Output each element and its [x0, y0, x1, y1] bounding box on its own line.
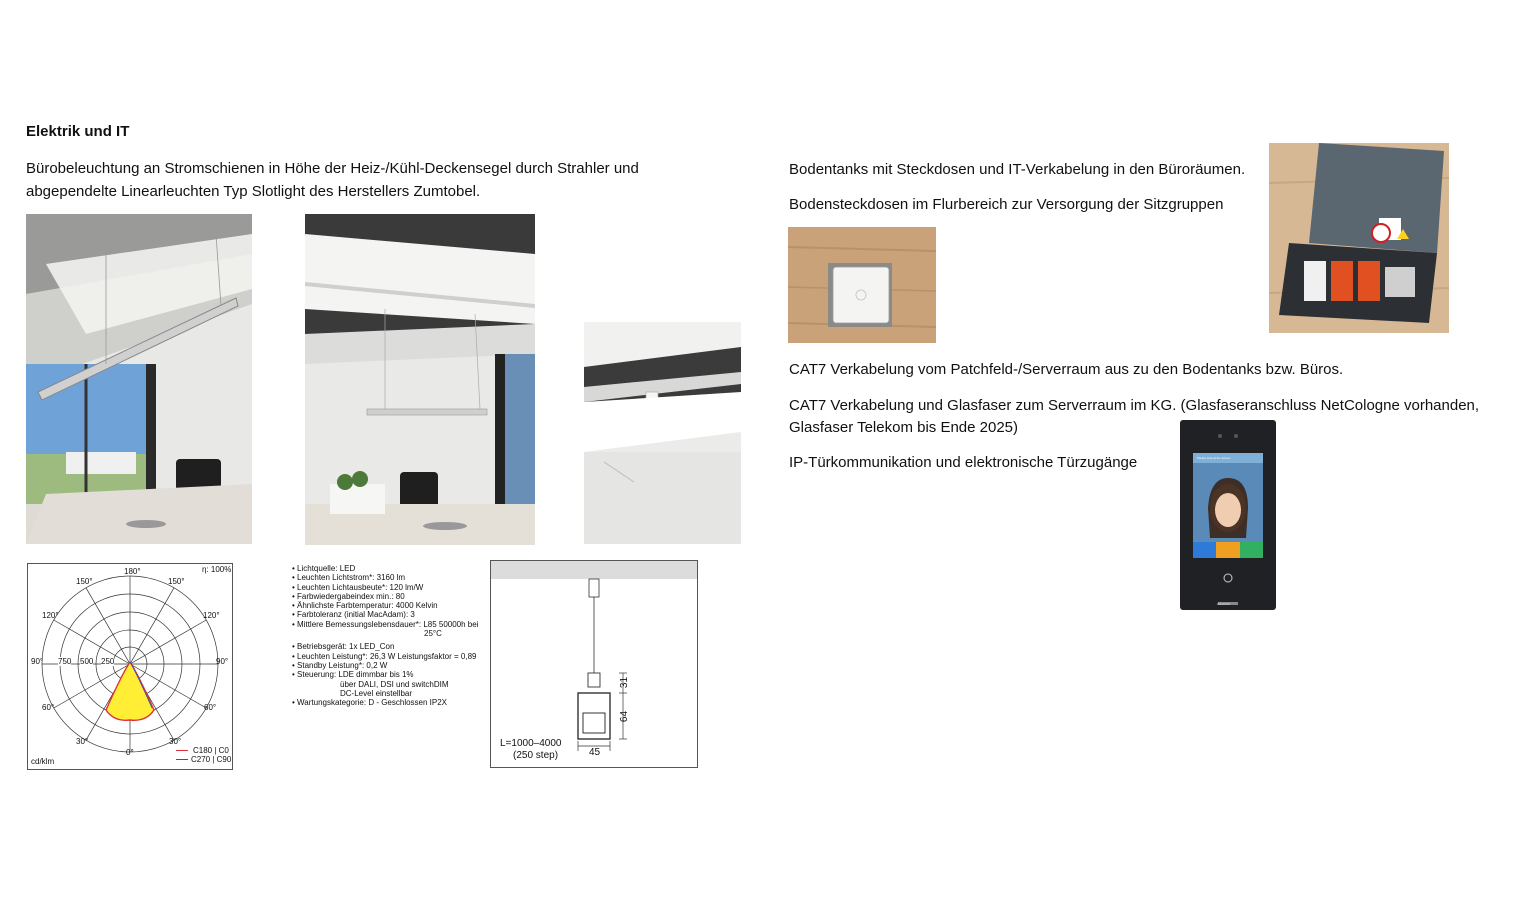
spec-item: • Lichtquelle: LED — [292, 564, 356, 573]
angle-60-right-label: 60° — [204, 703, 217, 712]
ip-door-intercom-photo — [1180, 420, 1276, 610]
angle-30-right-label: 30° — [169, 737, 182, 746]
intercom-brand: Akuvox — [1217, 601, 1231, 606]
spec-item: • Ähnlichste Farbtemperatur: 4000 Kelvin — [292, 601, 438, 611]
width-dimension: 45 — [589, 747, 601, 758]
intro-line-2: abgependelte Linearleuchten Typ Slotlight des Herstellers Zumtobel. — [26, 183, 481, 200]
intercom-screen-header: Please look at the screen — [1197, 456, 1231, 460]
radius-250-label: 250 — [101, 657, 115, 666]
floor-tanks-text: Bodentanks mit Steckdosen und IT-Verkabelung in den Büroräumen. — [789, 161, 1246, 178]
radius-500-label: 500 — [80, 657, 94, 666]
spec-item-cont: 25°C — [424, 629, 442, 639]
floor-tank-photo — [1269, 143, 1449, 333]
angle-150-left-label: 150° — [76, 577, 93, 586]
angle-30-left-label: 30° — [76, 737, 89, 746]
luminaire-spec-list — [292, 564, 487, 707]
spec-item-cont: DC-Level einstellbar — [340, 688, 413, 698]
height-dimension: 64 — [619, 710, 631, 723]
unit-label: cd/klm — [31, 757, 55, 766]
angle-120-left-label: 120° — [42, 611, 59, 620]
luminaire-technical-drawing — [490, 560, 698, 768]
office-photo-linear-luminaire — [26, 214, 252, 544]
angle-120-right-label: 120° — [203, 611, 220, 620]
office-photo-pendant-luminaire — [305, 214, 535, 545]
spec-item: • Mittlere Bemessungslebensdauer*: L85 50000h bei — [292, 619, 479, 629]
fiber-cabling-line-1: CAT7 Verkabelung und Glasfaser zum Serverraum im KG. (Glasfaseranschluss NetCologne vorhanden, — [789, 397, 1480, 414]
spec-item: • Steuerung: LDE dimmbar bis 1% — [292, 670, 414, 680]
fiber-cabling-line-2: Glasfaser Telekom bis Ende 2025) — [789, 419, 1019, 436]
legend-c180-c0: C180 | C0 — [193, 746, 229, 755]
length-step-label: (250 step) — [513, 750, 559, 761]
spec-item: • Leuchten Leistung*: 26,3 W Leistungsfaktor = 0,89 — [292, 651, 477, 661]
intro-line-1: Bürobeleuchtung an Stromschienen in Höhe der Heiz-/Kühl-Deckensegel durch Strahler und — [26, 160, 639, 177]
cat7-cabling-text: CAT7 Verkabelung vom Patchfeld-/Serverraum aus zu den Bodentanks bzw. Büros. — [789, 361, 1344, 378]
spec-item: • Standby Leistung*: 0,2 W — [292, 660, 388, 670]
angle-180-label: 180° — [124, 567, 141, 576]
angle-0-label: 0° — [126, 748, 134, 757]
legend-c0-swatch — [176, 750, 188, 751]
radius-750-label: 750 — [58, 657, 72, 666]
length-label: L=1000–4000 — [500, 738, 562, 749]
spec-item: • Farbtoleranz (initial MacAdam): 3 — [292, 610, 415, 620]
spec-item-cont: über DALI, DSI und switchDIM — [340, 679, 449, 689]
spec-item: • Leuchten Lichtausbeute*: 120 lm/W — [292, 582, 424, 592]
top-dimension: 31 — [619, 676, 631, 689]
spec-item: • Betriebsgerät: 1x LED_Con — [292, 642, 395, 652]
angle-60-left-label: 60° — [42, 703, 55, 712]
floor-socket-photo — [788, 227, 936, 343]
spec-item: • Wartungskategorie: D - Geschlossen IP2X — [292, 698, 448, 708]
legend-c270-c90: C270 | C90 — [191, 755, 232, 764]
ceiling-spotlight-photo — [584, 322, 741, 544]
section-title: Elektrik und IT — [26, 123, 130, 140]
angle-90-left-label: 90° — [31, 657, 44, 666]
spec-item: • Farbwiedergabeindex min.: 80 — [292, 591, 405, 601]
spec-item: • Leuchten Lichtstrom*: 3160 lm — [292, 573, 406, 583]
legend-c90-swatch — [176, 759, 188, 760]
efficiency-label: η: 100% — [202, 565, 232, 574]
angle-150-right-label: 150° — [168, 577, 185, 586]
angle-90-right-label: 90° — [216, 657, 229, 666]
polar-light-distribution-diagram — [27, 563, 233, 770]
floor-sockets-text: Bodensteckdosen im Flurbereich zur Versorgung der Sitzgruppen — [789, 196, 1224, 213]
door-communication-text: IP-Türkommunikation und elektronische Türzugänge — [789, 454, 1138, 471]
